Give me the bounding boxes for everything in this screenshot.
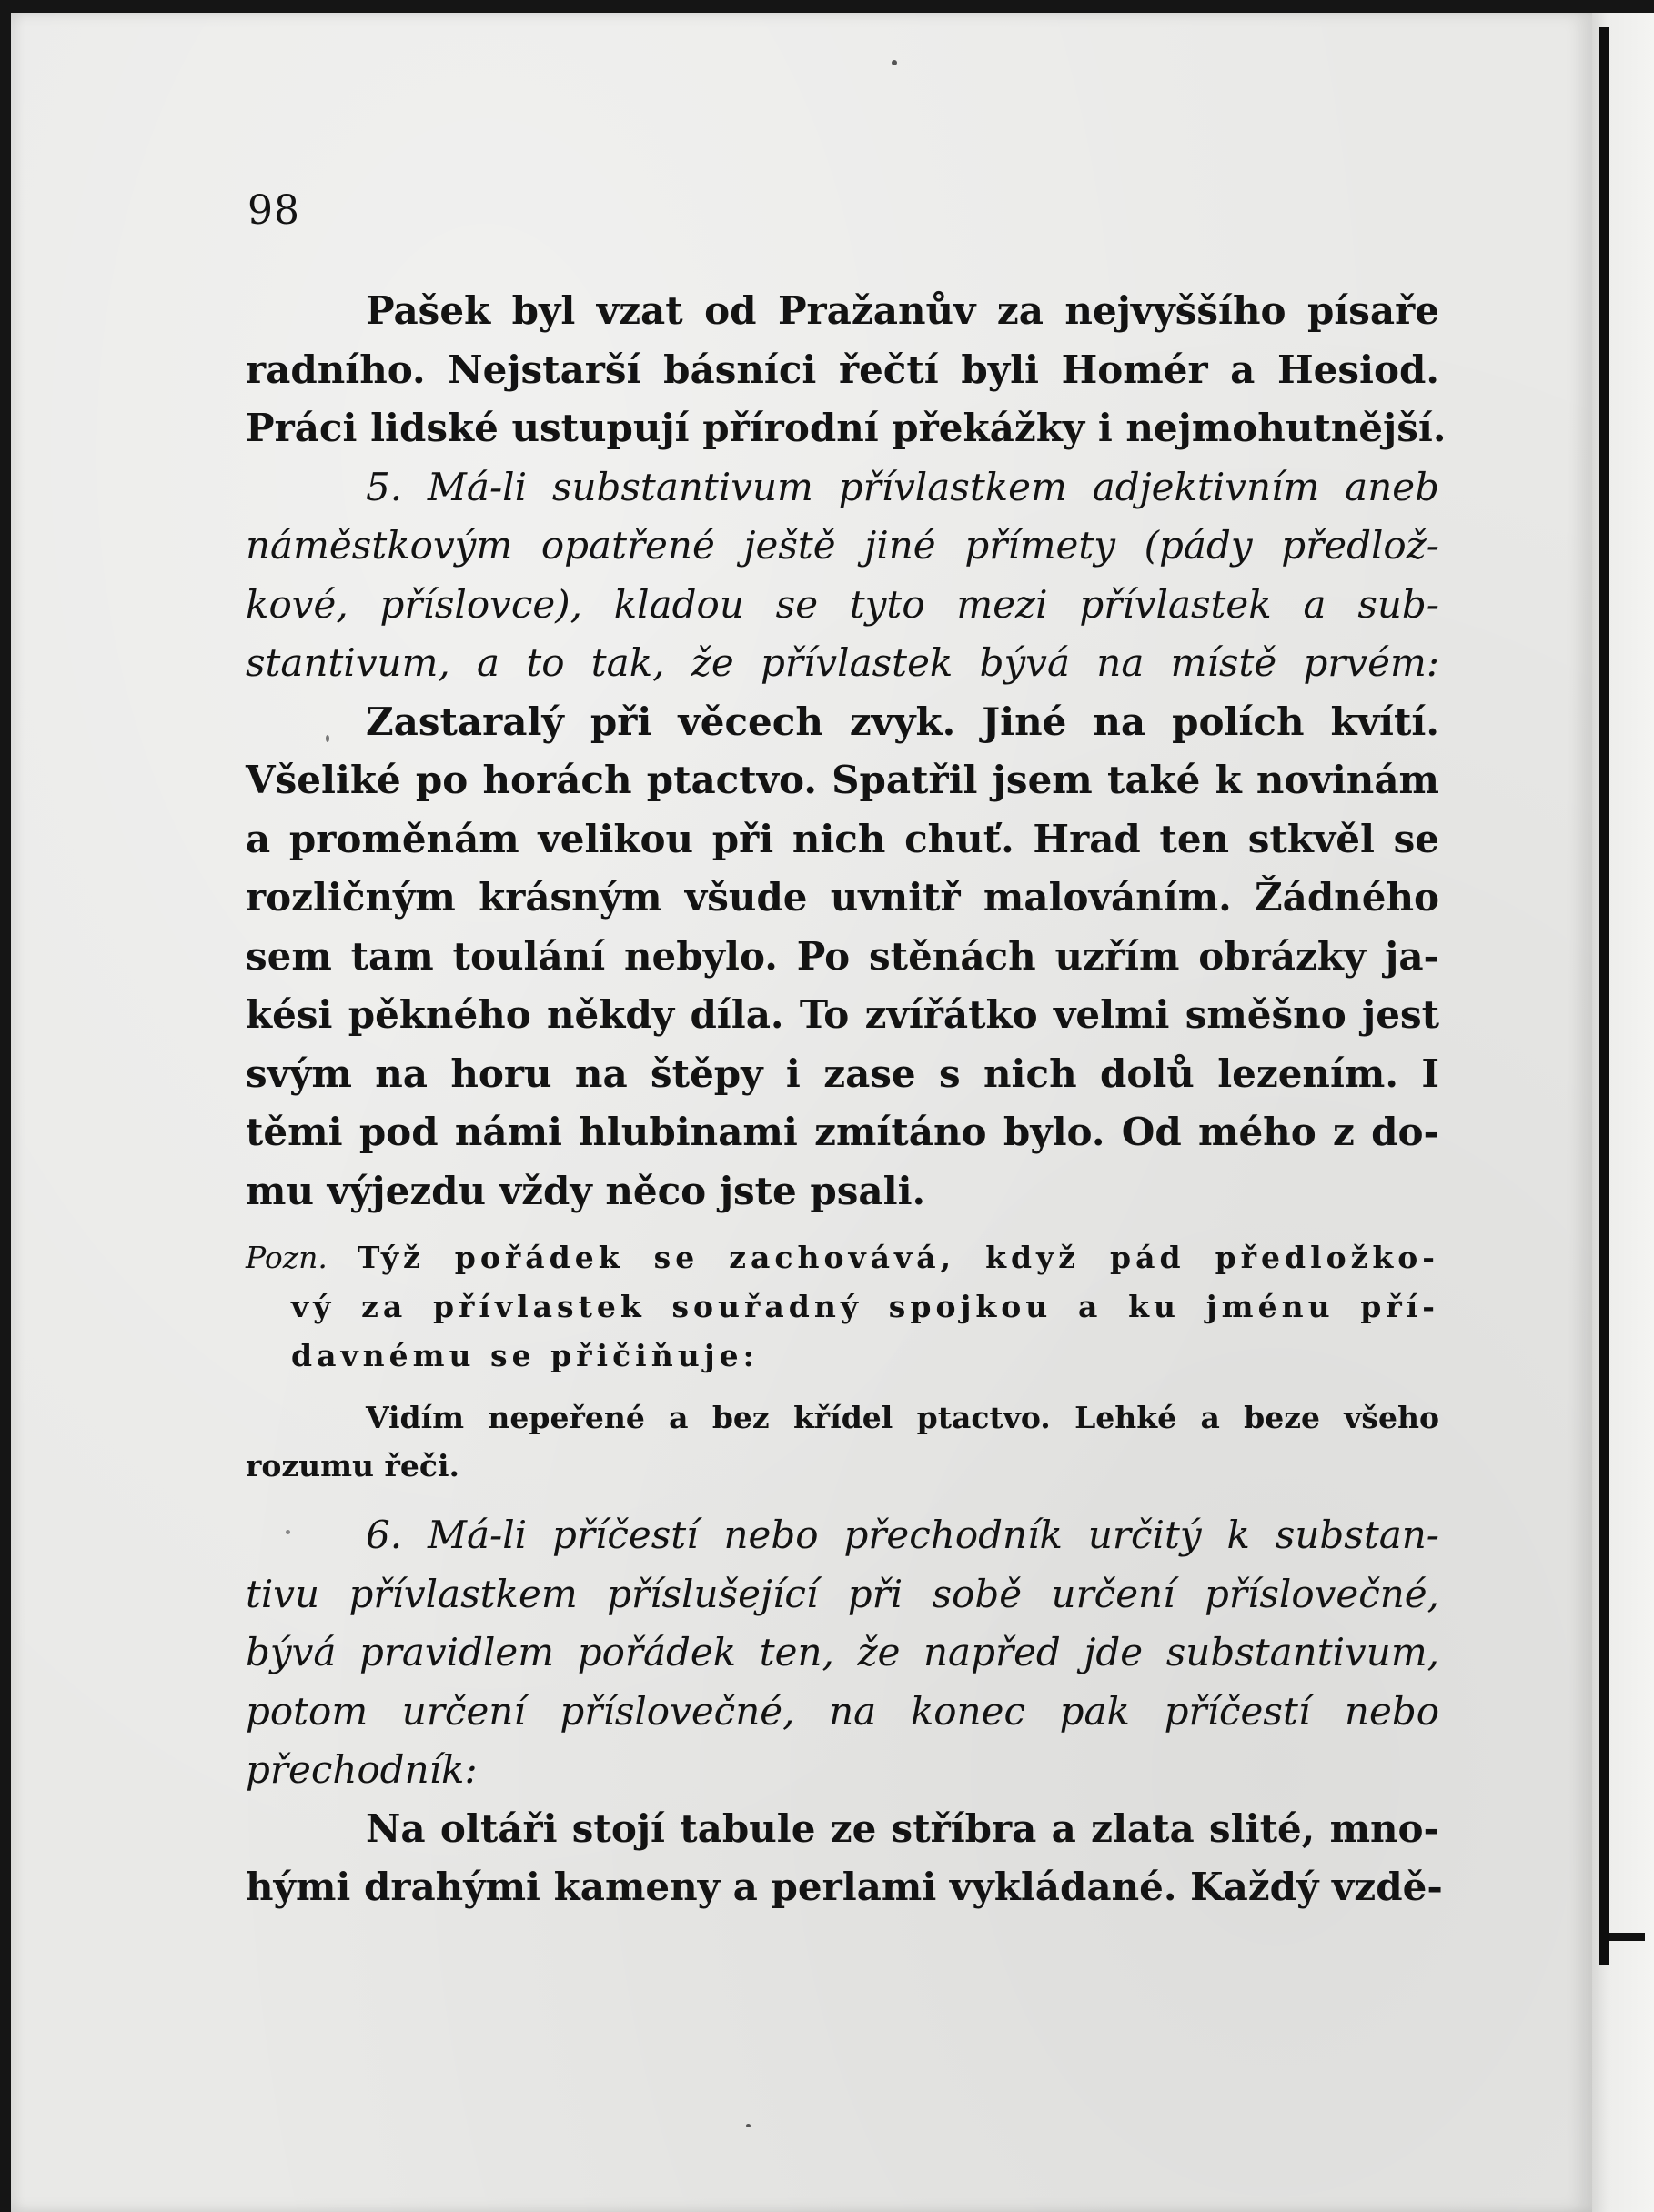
rule-6-examples <box>246 1800 1443 1917</box>
spacer <box>246 1490 1439 1506</box>
note-example-line: Vidím nepeřené a bez křídel ptactvo. Lehké a beze všeho <box>366 1400 1439 1435</box>
text-line: a proměnám velikou při nich chuť. Hrad ten stkvěl se <box>246 816 1439 861</box>
text-line: Všeliké po horách ptactvo. Spatřil jsem také k novinám <box>246 758 1439 802</box>
text-line: 5. Má-li substantivum přívlastkem adjektivním aneb <box>366 464 1439 509</box>
rule-5-examples <box>246 693 1439 1222</box>
note-text: Týž pořádek se zachovává, když pád předložko- <box>357 1240 1439 1275</box>
text-line: kési pěkného někdy díla. To zvířátko velmi směšno jest <box>246 992 1439 1037</box>
text-line: přechodník: <box>246 1747 478 1792</box>
text-line: potom určení příslovečné, na konec pak příčestí nebo <box>246 1688 1439 1734</box>
spacer <box>246 1221 1439 1233</box>
page-text <box>246 282 1447 1917</box>
note-line <box>246 1233 1439 1282</box>
page-number: 98 <box>247 187 300 234</box>
note-line: davnému se přičiňuje: <box>291 1338 759 1373</box>
text-line: kové, příslovce), kladou se tyto mezi přívlastek a sub- <box>246 581 1439 627</box>
text-line: tivu přívlastkem příslušející při sobě určení příslovečné, <box>246 1571 1439 1616</box>
note <box>246 1233 1439 1490</box>
note-example-line: rozumu řeči. <box>246 1448 460 1483</box>
paragraph-examples-4 <box>246 282 1447 458</box>
note-label: Pozn. <box>246 1240 328 1275</box>
text-line: sem tam toulání nebylo. Po stěnách uzřím obrázky ja- <box>246 933 1439 979</box>
text-line: bývá pravidlem pořádek ten, že napřed jde substantivum, <box>246 1630 1439 1674</box>
text-line: stantivum, a to tak, že přívlastek bývá na místě prvém: <box>246 640 1439 685</box>
text-line: Práci lidské ustupují přírodní překážky i nejmohutnější. <box>246 406 1447 450</box>
text-line: Pašek byl vzat od Pražanův za nejvyššího písaře <box>366 288 1439 333</box>
text-line: mu výjezdu vždy něco jste psali. <box>246 1168 926 1213</box>
rule-6 <box>246 1506 1439 1800</box>
text-line: náměstkovým opatřené ještě jiné přímety (pády předlož- <box>246 523 1439 568</box>
text-line: rozličným krásným všude uvnitř malováním. Žádného <box>246 875 1439 920</box>
spacer <box>246 1381 1439 1393</box>
text-line: Zastaralý při věcech zvyk. Jiné na polích kvítí. <box>366 699 1439 744</box>
text-line: 6. Má-li příčestí nebo přechodník určitý k substan- <box>366 1513 1439 1557</box>
rule-5 <box>246 458 1439 693</box>
text-line: těmi pod námi hlubinami zmítáno bylo. Od mého z do- <box>246 1110 1439 1154</box>
text-line: Na oltáři stojí tabule ze stříbra a zlata slité, mno- <box>366 1805 1439 1851</box>
text-line: radního. Nejstarší básníci řečtí byli Homér a Hesiod. <box>246 347 1439 392</box>
note-line: vý za přívlastek souřadný spojkou a ku jménu pří- <box>291 1289 1439 1324</box>
text-line: hými drahými kameny a perlami vykládané. Každý vzdě- <box>246 1865 1443 1909</box>
text-line: svým na horu na štěpy i zase s nich dolů lezením. I <box>246 1051 1439 1096</box>
